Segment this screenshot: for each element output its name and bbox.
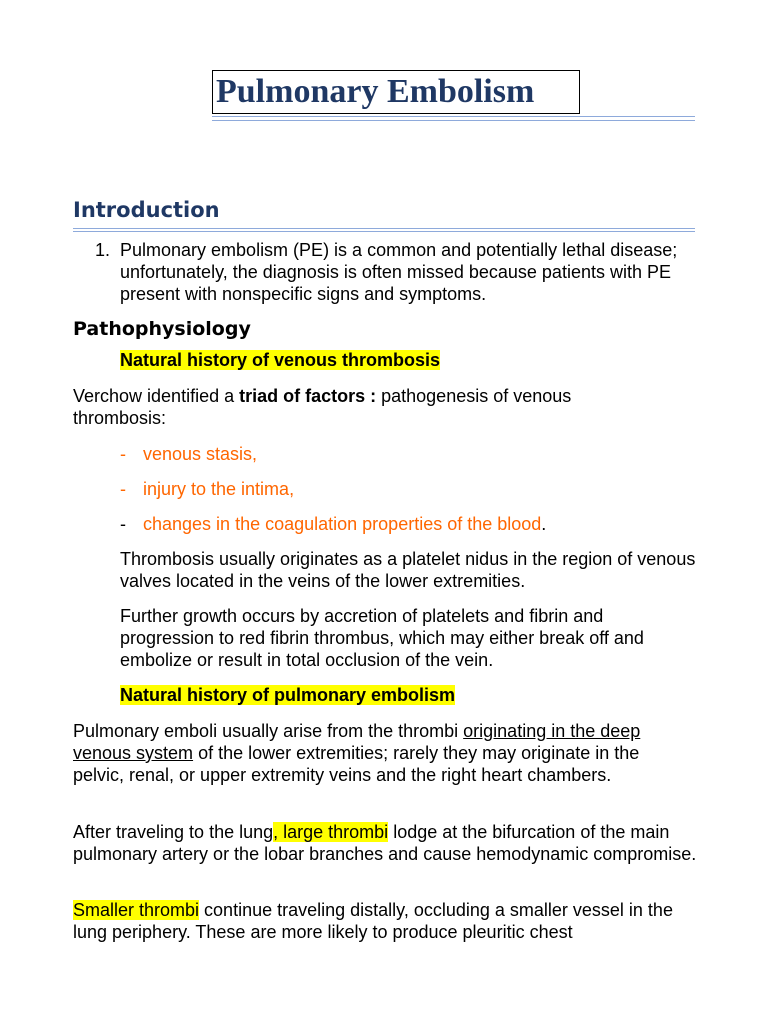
emboli-underlined: originating in the deep venous system xyxy=(73,721,641,763)
title-rule xyxy=(212,116,695,121)
bullet-coagulation-period: . xyxy=(541,514,547,534)
emboli-pre: Pulmonary emboli usually arise from the thrombi xyxy=(73,721,464,741)
subheading-venous-thrombosis-text: Natural history of venous thrombosis xyxy=(120,350,441,370)
lung-pre: After traveling to the lung xyxy=(73,822,274,842)
triad-bold: triad of factors : xyxy=(239,386,377,406)
bullet-dash: - xyxy=(120,444,126,464)
triad-pre: Verchow identified a xyxy=(73,386,240,406)
bullet-dash: - xyxy=(120,479,126,499)
triad-paragraph xyxy=(73,385,633,429)
emboli-paragraph xyxy=(73,720,673,786)
bullet-coagulation xyxy=(143,513,546,535)
list-item-number: 1. xyxy=(95,240,111,260)
smaller-thrombi-paragraph xyxy=(73,899,698,943)
smaller-thrombi-post: continue traveling distally, occluding a smaller vessel in the lung periphery. These are more likely to produce pleuritic chest xyxy=(73,900,673,942)
list-item-text: Pulmonary embolism (PE) is a common and potentially lethal disease; unfortunately, the diagnosis is often missed because patients with PE present with nonspecific signs and symptoms. xyxy=(120,240,678,304)
introduction-rule xyxy=(73,228,695,232)
introduction-heading: Introduction xyxy=(73,198,220,222)
lung-post: lodge at the bifurcation of the main pulmonary artery or the lobar branches and cause hemodynamic compromise. xyxy=(73,822,697,864)
bullet-coagulation-text: changes in the coagulation properties of the blood xyxy=(143,514,542,534)
emboli-post: of the lower extremities; rarely they may originate in the pelvic, renal, or upper extremity veins and the right heart chambers. xyxy=(73,743,640,785)
page-title: Pulmonary Embolism xyxy=(216,73,535,110)
growth-paragraph: Further growth occurs by accretion of platelets and fibrin and progression to red fibrin thrombus, which may either break off and embolize or result in total occlusion of the vein. xyxy=(120,606,644,670)
triad-post: pathogenesis of venous thrombosis: xyxy=(73,386,572,428)
pathophysiology-heading: Pathophysiology xyxy=(73,318,251,340)
subheading-pulmonary-embolism-text: Natural history of pulmonary embolism xyxy=(120,685,456,705)
lung-paragraph xyxy=(73,821,703,865)
subheading-pulmonary-embolism xyxy=(120,684,455,706)
bullet-venous-stasis: venous stasis, xyxy=(143,444,258,464)
subheading-venous-thrombosis xyxy=(120,349,440,371)
bullet-dash: - xyxy=(120,514,126,534)
smaller-thrombi-highlight: Smaller thrombi xyxy=(73,900,200,920)
large-thrombi-highlight: , large thrombi xyxy=(273,822,389,842)
bullet-injury-intima: injury to the intima, xyxy=(143,479,295,499)
thrombosis-paragraph: Thrombosis usually originates as a platelet nidus in the region of venous valves located in the veins of the lower extremities. xyxy=(120,549,696,591)
